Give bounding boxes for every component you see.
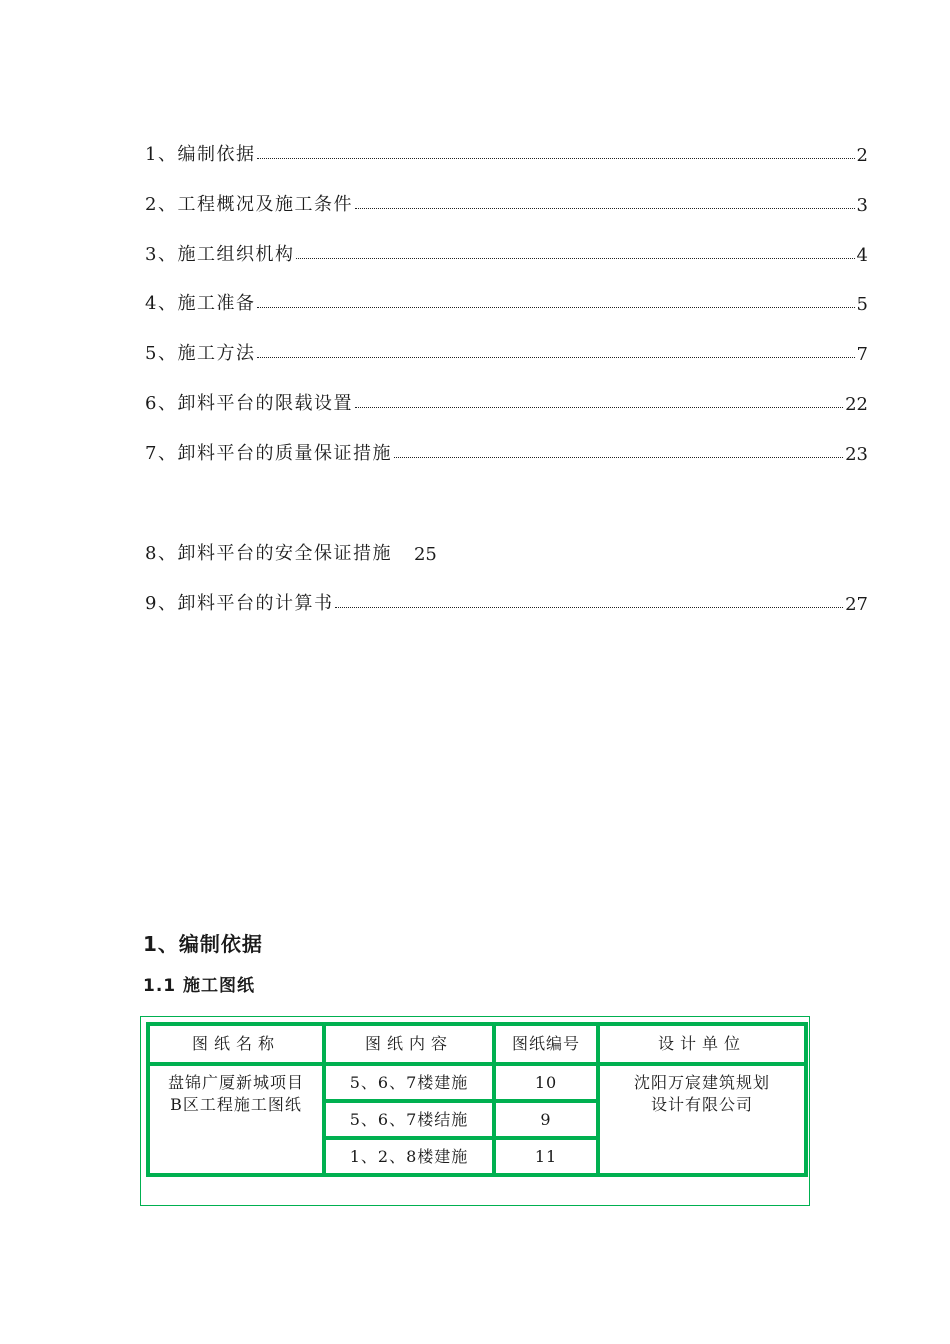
project-name-line: 盘锦广厦新城项目 [167,1073,304,1092]
design-unit-line: 设计有限公司 [650,1095,753,1114]
toc-item-label: 2、工程概况及施工条件 [145,194,353,215]
project-name-cell [148,1064,324,1175]
drawings-table-wrapper [140,1016,810,1206]
toc-item-page: 27 [845,594,868,615]
toc-item-label: 5、施工方法 [145,343,256,364]
design-unit-cell [598,1064,806,1175]
toc-leader-dots [355,207,855,209]
toc-item-4[interactable] [145,283,868,315]
design-unit-line: 沈阳万宸建筑规划 [633,1073,770,1092]
toc-item-label: 9、卸料平台的计算书 [145,593,334,614]
table-row [148,1064,806,1101]
header-drawing-name: 图纸名称 [148,1024,324,1064]
table-header-row [148,1024,806,1064]
toc-item-6[interactable] [145,383,868,415]
toc-leader-dots [355,406,843,408]
header-design-unit: 设计单位 [598,1024,806,1064]
toc-item-label: 3、施工组织机构 [145,244,295,265]
toc-item-2[interactable] [145,184,868,216]
drawings-table [146,1022,808,1177]
toc-item-5[interactable] [145,333,868,365]
toc-item-1[interactable] [145,134,868,166]
toc-leader-dots [296,257,854,259]
toc-item-label: 8、卸料平台的安全保证措施 [145,543,392,564]
toc-leader-dots [335,606,843,608]
toc-leader-dots [257,306,854,308]
toc-item-8[interactable] [145,533,868,565]
toc-item-7[interactable] [145,433,868,465]
drawing-content-cell: 5、6、7楼结施 [324,1101,494,1138]
toc-item-9[interactable] [145,583,868,615]
toc-leader-dots [394,456,843,458]
project-name-line: B区工程施工图纸 [170,1095,302,1114]
toc-item-page: 7 [856,344,868,365]
drawing-number-cell: 11 [494,1138,598,1175]
toc-item-page: 3 [856,195,868,216]
toc-item-label: 4、施工准备 [145,293,256,314]
drawing-number-cell: 10 [494,1064,598,1101]
toc-item-page: 22 [845,394,868,415]
drawing-content-cell: 1、2、8楼建施 [324,1138,494,1175]
toc-item-label: 1、编制依据 [145,144,256,165]
toc-item-page: 4 [856,245,868,266]
section-title: 1、编制依据 [143,932,263,956]
toc-item-page: 25 [413,544,437,565]
toc-leader-dots [257,157,854,159]
header-drawing-content: 图纸内容 [324,1024,494,1064]
toc-leader-dots [257,356,854,358]
section-subtitle: 1.1 施工图纸 [143,976,256,996]
toc-item-page: 23 [845,444,868,465]
header-drawing-number: 图纸编号 [494,1024,598,1064]
drawing-content-cell: 5、6、7楼建施 [324,1064,494,1101]
toc-item-label: 7、卸料平台的质量保证措施 [145,443,392,464]
toc-item-page: 2 [856,145,868,166]
toc-item-page: 5 [856,294,868,315]
toc-item-3[interactable] [145,234,868,266]
toc-item-label: 6、卸料平台的限载设置 [145,393,353,414]
drawing-number-cell: 9 [494,1101,598,1138]
